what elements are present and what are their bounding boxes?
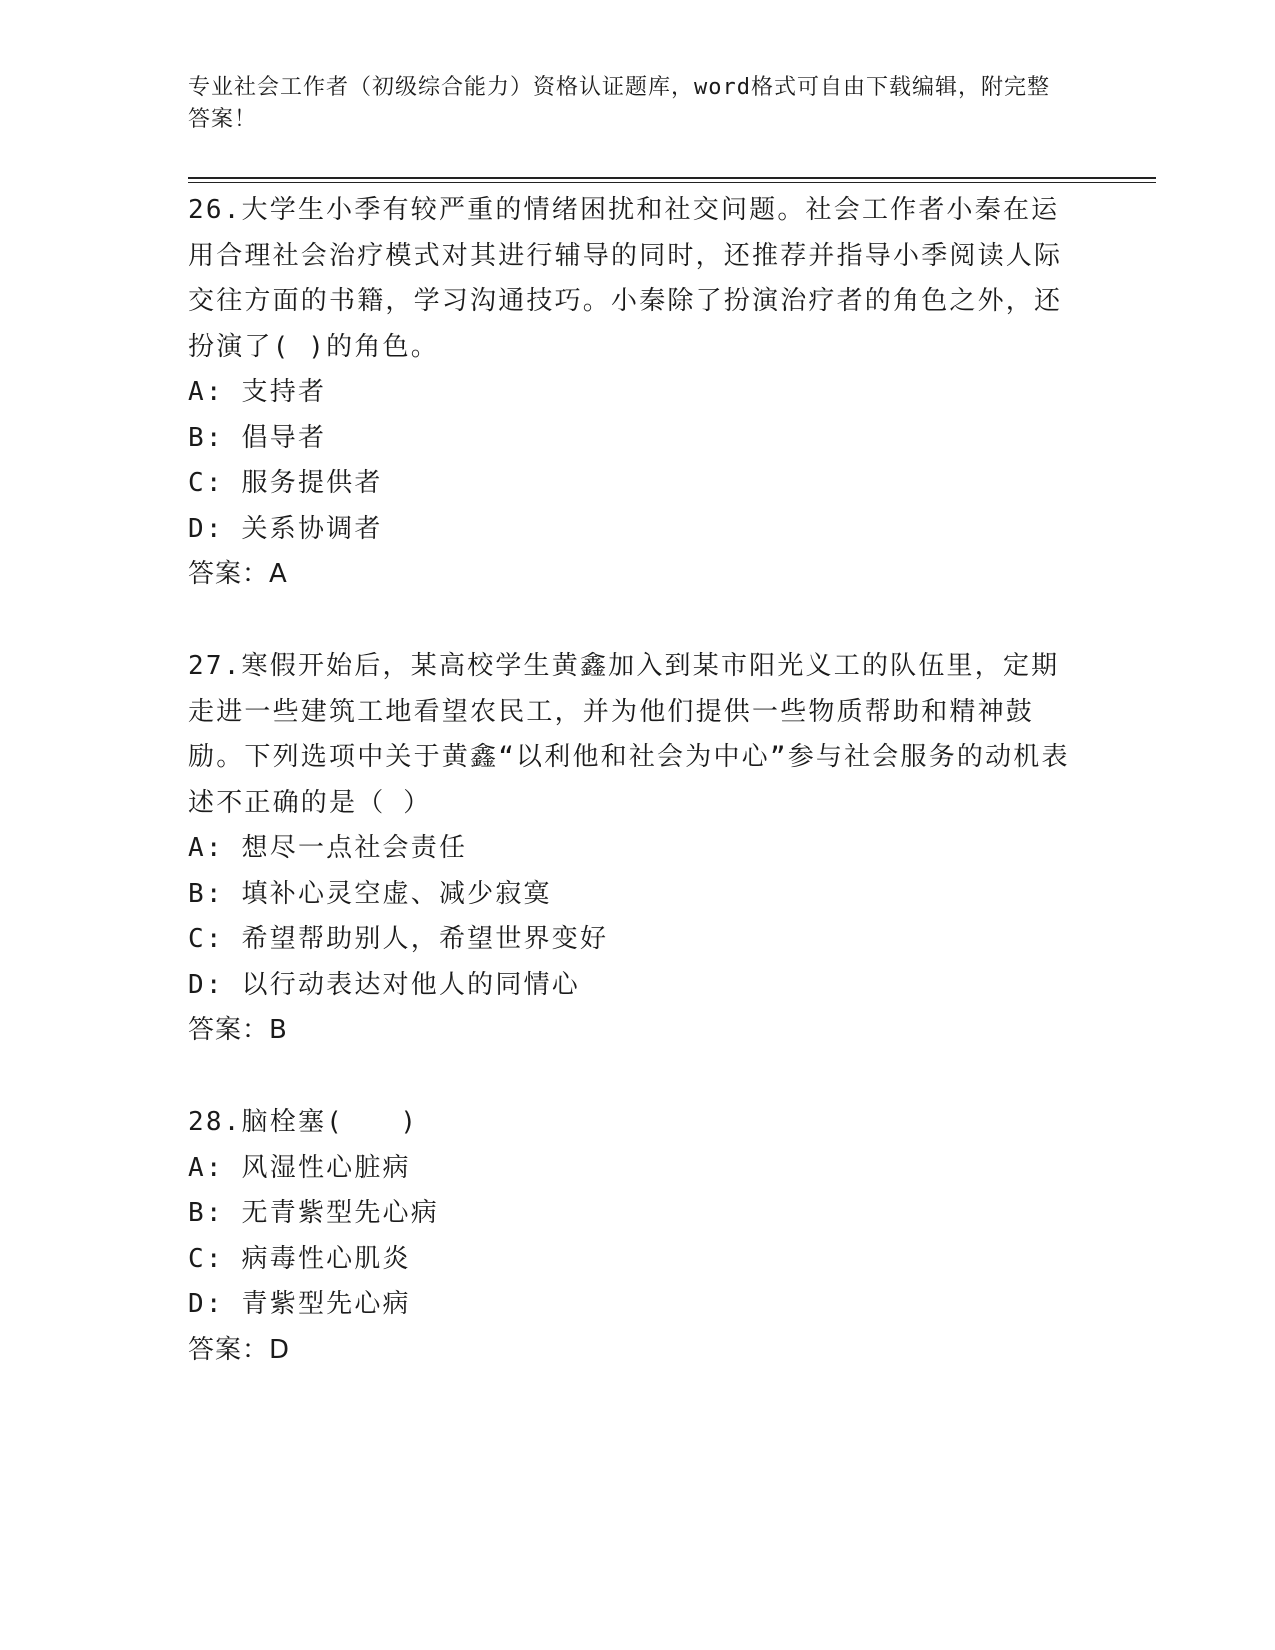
option-c: C: 希望帮助别人，希望世界变好 [188,924,609,954]
option-d: D: 关系协调者 [188,513,383,544]
option-list [188,1146,1078,1328]
answer-line: 答案：A [188,559,288,589]
option-a: A: 风湿性心脏病 [188,1152,411,1183]
document-header: 专业社会工作者（初级综合能力）资格认证题库，word格式可自由下载编辑，附完整答案！ [188,75,1050,132]
option-b: B: 倡导者 [188,422,327,453]
question-28 [188,1100,1078,1373]
answer-line: 答案：B [188,1015,288,1045]
option-b: B: 填补心灵空虚、减少寂寞 [188,878,552,909]
option-d: D: 青紫型先心病 [188,1289,411,1319]
header-divider-thick [188,177,1156,179]
option-a: A: 想尽一点社会责任 [188,833,468,863]
question-26 [188,188,1078,598]
option-d: D: 以行动表达对他人的同情心 [188,969,580,1000]
answer-line: 答案：D [188,1334,291,1365]
option-list [188,370,1078,552]
question-stem: 26.大学生小季有较严重的情绪困扰和社交问题。社会工作者小秦在运用合理社会治疗模式对其进行辅导的同时，还推荐并指导小季阅读人际交往方面的书籍，学习沟通技巧。小秦除了扮演治疗者的角色之外，还扮演了( )的角色。 [188,195,1063,362]
option-c: C: 服务提供者 [188,468,383,498]
question-stem: 27.寒假开始后，某高校学生黄鑫加入到某市阳光义工的队伍里，定期走进一些建筑工地看望农民工，并为他们提供一些物质帮助和精神鼓励。下列选项中关于黄鑫“以利他和社会为中心”参与社会服务的动机表述不正确的是（ ） [188,651,1070,818]
option-a: A: 支持者 [188,377,327,407]
option-c: C: 病毒性心肌炎 [188,1243,411,1274]
question-27 [188,644,1078,1054]
option-b: B: 无青紫型先心病 [188,1198,439,1228]
question-stem: 28.脑栓塞( ) [188,1107,419,1137]
header-divider-thin [188,182,1156,183]
option-list [188,826,1078,1008]
